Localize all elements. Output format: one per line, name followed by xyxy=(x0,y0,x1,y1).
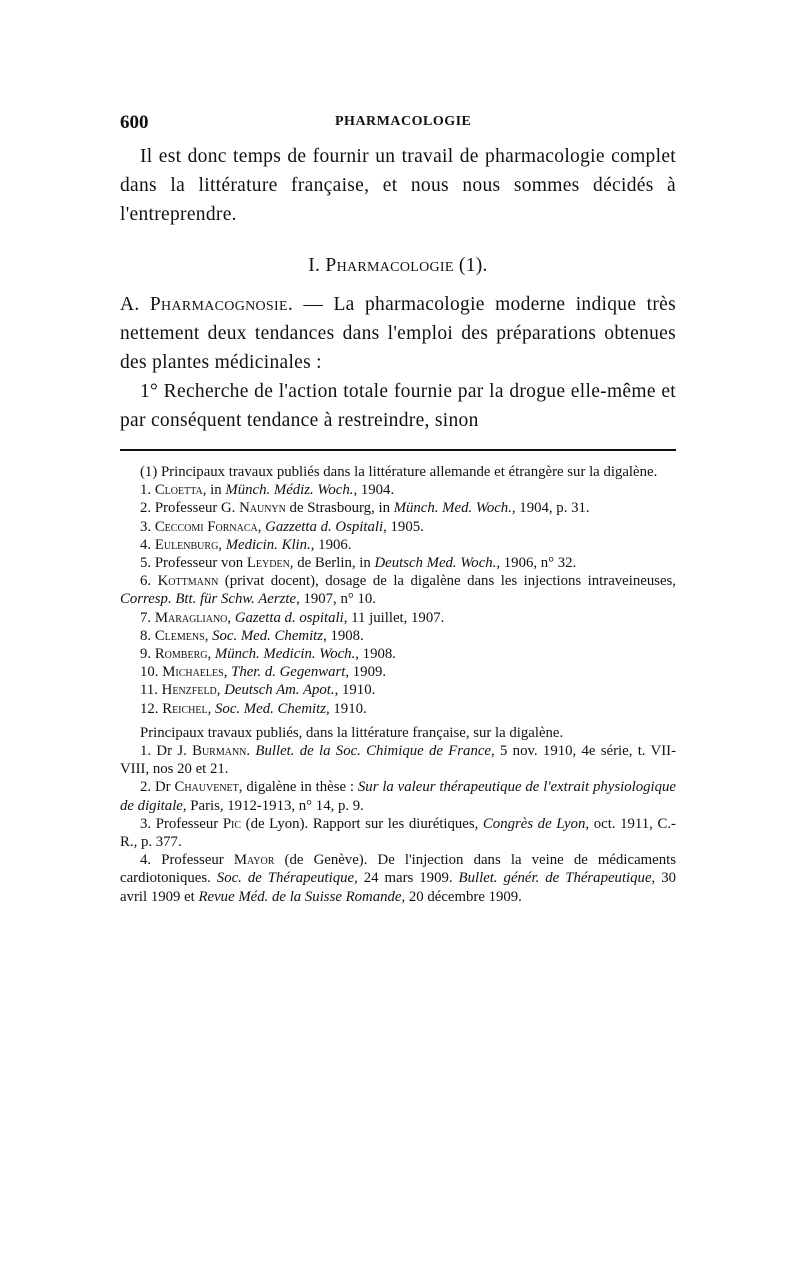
reference-work: Münch. Med. Woch. xyxy=(393,500,512,517)
reference-item xyxy=(120,499,676,517)
reference-item xyxy=(120,815,676,851)
reference-work: Revue Méd. de la Suisse Romande xyxy=(198,888,402,905)
reference-number: 1. xyxy=(140,743,152,760)
reference-work: Soc. Med. Chemitz xyxy=(212,627,324,644)
reference-author: Clemens xyxy=(154,627,205,644)
section-number: I. xyxy=(308,255,321,276)
reference-item xyxy=(120,681,676,699)
reference-author: Maragliano xyxy=(154,609,228,626)
reference-item xyxy=(120,609,676,627)
reference-text: , xyxy=(204,627,213,644)
reference-details: , 24 mars 1909. xyxy=(354,870,459,887)
reference-number: 10. xyxy=(140,664,159,681)
reference-text: , xyxy=(207,700,216,717)
reference-text: , xyxy=(223,664,232,681)
reference-details: , 1908. xyxy=(355,646,396,663)
section-title xyxy=(120,251,676,280)
reference-work: Gazetta d. ospitali xyxy=(234,609,344,626)
reference-details: , 1909. xyxy=(345,664,387,681)
french-references xyxy=(120,742,676,906)
footnote-rule xyxy=(120,449,676,451)
reference-item xyxy=(120,627,676,645)
reference-number: 8. xyxy=(140,627,152,644)
reference-author: Henzfeld xyxy=(161,682,217,699)
reference-details: , 1910. xyxy=(326,700,367,717)
reference-text: , in xyxy=(202,482,226,499)
reference-details: , Paris, 1912-1913, n° 14, p. 9. xyxy=(182,797,364,814)
reference-work: Sur la valeur thérapeutique de l'extrait physiologique de digitale xyxy=(120,779,676,814)
reference-work: Soc. Med. Chemitz xyxy=(215,700,326,717)
reference-details: , 1907, n° 10. xyxy=(296,591,376,608)
reference-details: , 1906, n° 32. xyxy=(496,555,577,572)
reference-author: Cloetta xyxy=(154,482,203,499)
subsection-text: — La pharmacologie moderne indique très nettement deux tendances dans l'emploi des préparations obtenues des plantes médicinales : xyxy=(120,294,676,373)
reference-number: 3. xyxy=(140,518,152,535)
reference-author: Chauvenet xyxy=(174,779,239,796)
reference-author: Reichel xyxy=(162,700,208,717)
reference-number: 9. xyxy=(140,646,152,663)
reference-author: Naunyn xyxy=(239,500,286,517)
reference-work: Gazzetta d. Ospitali xyxy=(265,518,384,535)
reference-item xyxy=(120,742,676,778)
reference-number: 4. xyxy=(140,852,152,869)
reference-item xyxy=(120,778,676,814)
reference-number: 11. xyxy=(140,682,158,699)
reference-number: 6. xyxy=(140,573,152,590)
reference-prefix: Professeur xyxy=(155,815,223,832)
reference-author: Ceccomi Fornaca xyxy=(154,518,258,535)
reference-text: (de Genève). De l'injection dans la veine de médicaments cardiotoniques. xyxy=(120,852,676,887)
reference-text: (de Lyon). Rapport sur les diurétiques, xyxy=(241,815,483,832)
subsection-paragraph xyxy=(120,290,676,377)
reference-text: , de Berlin, in xyxy=(289,555,375,572)
reference-item xyxy=(120,554,676,572)
reference-work: Ther. d. Gegenwart xyxy=(231,664,346,681)
reference-author: Kottmann xyxy=(157,573,219,590)
reference-text: , xyxy=(218,536,226,553)
reference-details: , 1910. xyxy=(334,682,376,699)
reference-details: , 1905. xyxy=(383,518,424,535)
body-text xyxy=(120,142,676,435)
reference-details: , 1906. xyxy=(310,536,352,553)
reference-details: , 5 nov. 1910, 4e série, t. VII-VIII, nos 20 et 21. xyxy=(120,743,676,778)
reference-author: Mayor xyxy=(233,852,275,869)
reference-details: , 11 juillet, 1907. xyxy=(343,609,445,626)
reference-details: , 1908. xyxy=(323,627,364,644)
section-footnote-ref: (1). xyxy=(458,255,488,276)
reference-details: , oct. 1911, C.-R., p. 377. xyxy=(120,815,676,851)
reference-prefix: Dr xyxy=(154,779,175,796)
reference-work: Medicin. Klin. xyxy=(225,536,311,553)
reference-item xyxy=(120,518,676,536)
reference-number: 2. xyxy=(140,779,152,796)
reference-work: Corresp. Btt. für Schw. Aerzte xyxy=(120,591,297,608)
reference-prefix: Professeur G. xyxy=(154,500,240,517)
reference-work: Münch. Medicin. Woch. xyxy=(214,646,356,663)
reference-work: Congrès de Lyon xyxy=(482,815,586,832)
footnote-intro-german: (1) Principaux travaux publiés dans la littérature allemande et étrangère sur la digalène. xyxy=(140,464,658,480)
reference-author: Burmann xyxy=(192,743,247,760)
reference-number: 7. xyxy=(140,609,152,626)
reference-number: 1. xyxy=(140,482,152,499)
reference-item xyxy=(120,481,676,499)
reference-work: Deutsch Med. Woch. xyxy=(374,555,497,572)
reference-author: Eulenburg xyxy=(154,536,219,553)
reference-prefix: Dr J. xyxy=(156,743,193,760)
reference-details: , 20 décembre 1909. xyxy=(401,888,522,905)
reference-number: 5. xyxy=(140,555,152,572)
reference-author: Leyden xyxy=(246,555,290,572)
reference-author: Michaeles xyxy=(162,664,224,681)
intro-paragraph: Il est donc temps de fournir un travail de pharmacologie complet dans la littérature française, et nous nous sommes décidés à l'entreprendre. xyxy=(120,146,676,225)
running-title: PHARMACOLOGIE xyxy=(335,114,472,129)
reference-prefix: Professeur von xyxy=(154,555,247,572)
reference-text: , xyxy=(207,646,215,663)
reference-work: Bullet. de la Soc. Chimique de France xyxy=(255,743,491,760)
reference-item xyxy=(120,536,676,554)
reference-item xyxy=(120,663,676,681)
subsection-label: A. Pharmacognosie. xyxy=(120,294,294,315)
reference-text: (privat docent), dosage de la digalène dans les injections intraveineuses, xyxy=(218,573,676,590)
reference-item xyxy=(120,700,676,718)
reference-number: 2. xyxy=(140,500,152,517)
running-head xyxy=(120,112,676,142)
reference-number: 4. xyxy=(140,536,152,553)
reference-work: Soc. de Thérapeutique xyxy=(216,870,355,887)
reference-author: Pic xyxy=(222,815,242,832)
german-references xyxy=(120,481,676,718)
reference-work: Bullet. génér. de Thérapeutique xyxy=(458,870,652,887)
reference-number: 3. xyxy=(140,815,152,832)
point-1-paragraph: 1° Recherche de l'action totale fournie par la drogue elle-même et par conséquent tendance à restreindre, sinon xyxy=(120,381,676,431)
reference-details: , 1904. xyxy=(353,482,395,499)
reference-item xyxy=(120,851,676,906)
reference-text: , digalène in thèse : xyxy=(238,779,358,796)
reference-prefix: Professeur xyxy=(161,852,234,869)
reference-text: , xyxy=(216,682,225,699)
page xyxy=(120,112,676,906)
reference-author: Romberg xyxy=(154,646,208,663)
reference-details: , 30 avril 1909 et xyxy=(120,870,677,905)
reference-text: , xyxy=(227,609,235,626)
reference-number: 12. xyxy=(140,700,159,717)
reference-item xyxy=(120,645,676,663)
reference-text: . xyxy=(246,743,256,760)
reference-text: de Strasbourg, in xyxy=(285,500,394,517)
footnote-intro-french: Principaux travaux publiés, dans la littérature française, sur la digalène. xyxy=(140,724,564,741)
reference-details: , 1904, p. 31. xyxy=(511,500,590,517)
reference-item xyxy=(120,572,676,608)
reference-work: Münch. Médiz. Woch. xyxy=(225,482,354,499)
section-name: Pharmacologie xyxy=(325,255,454,276)
reference-text: , xyxy=(257,518,266,535)
footnotes xyxy=(120,463,676,906)
reference-work: Deutsch Am. Apot. xyxy=(224,682,335,699)
page-number: 600 xyxy=(120,112,149,133)
